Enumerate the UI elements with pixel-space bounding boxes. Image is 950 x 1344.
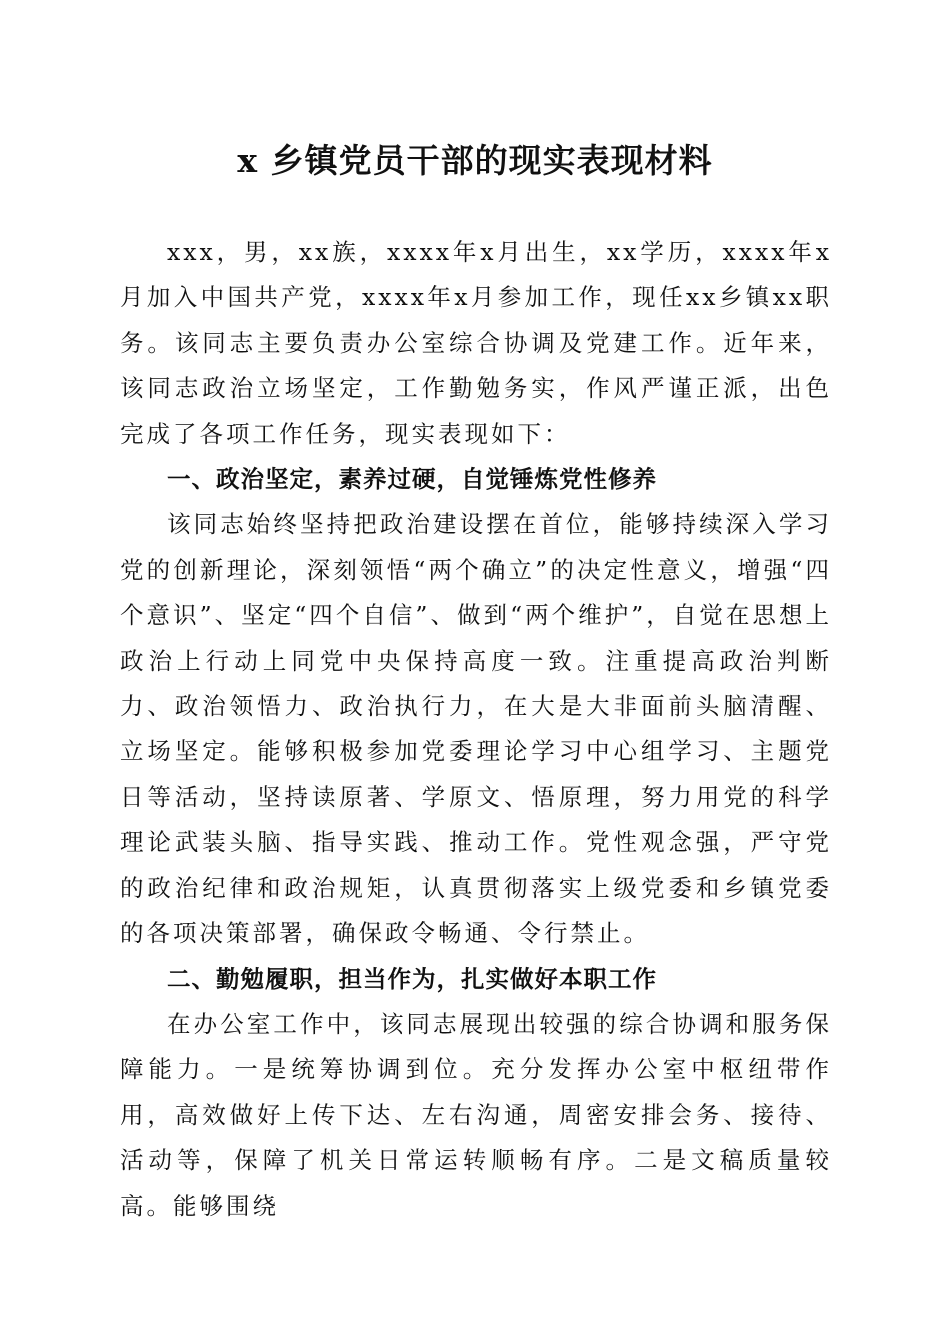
section-heading-1: 一、政治坚定，素养过硬，自觉锤炼党性修养	[167, 465, 657, 494]
section-heading-2: 二、勤勉履职，担当作为，扎实做好本职工作	[167, 964, 657, 993]
document-body	[120, 230, 832, 1229]
section-body-2: 在办公室工作中，该同志展现出较强的综合协调和服务保障能力。一是统筹协调到位。充分发挥办公室中枢纽带作用，高效做好上传下达、左右沟通，周密安排会务、接待、活动等，保障了机关日常运转顺畅有序。二是文稿质量较高。能够围绕	[120, 1009, 832, 1220]
section-body-1: 该同志始终坚持把政治建设摆在首位，能够持续深入学习党的创新理论，深刻领悟“两个确立”的决定性意义，增强“四个意识”、坚定“四个自信”、做到“两个维护”，自觉在思想上政治上行动上同党中央保持高度一致。注重提高政治判断力、政治领悟力、政治执行力，在大是大非面前头脑清醒、立场坚定。能够积极参加党委理论学习中心组学习、主题党日等活动，坚持读原著、学原文、悟原理，努力用党的科学理论武装头脑、指导实践、推动工作。党性观念强，严守党的政治纪律和政治规矩，认真贯彻落实上级党委和乡镇党委的各项决策部署，确保政令畅通、令行禁止。	[120, 510, 832, 948]
intro-paragraph: xxx，男，xx族，xxxx年x月出生，xx学历，xxxx年x月加入中国共产党，xxxx年x月参加工作，现任xx乡镇xx职务。该同志主要负责办公室综合协调及党建工作。近年来，该同志政治立场坚定，工作勤勉务实，作风严谨正派，出色完成了各项工作任务，现实表现如下：	[120, 238, 832, 448]
document-title: x 乡镇党员干部的现实表现材料	[237, 141, 713, 180]
